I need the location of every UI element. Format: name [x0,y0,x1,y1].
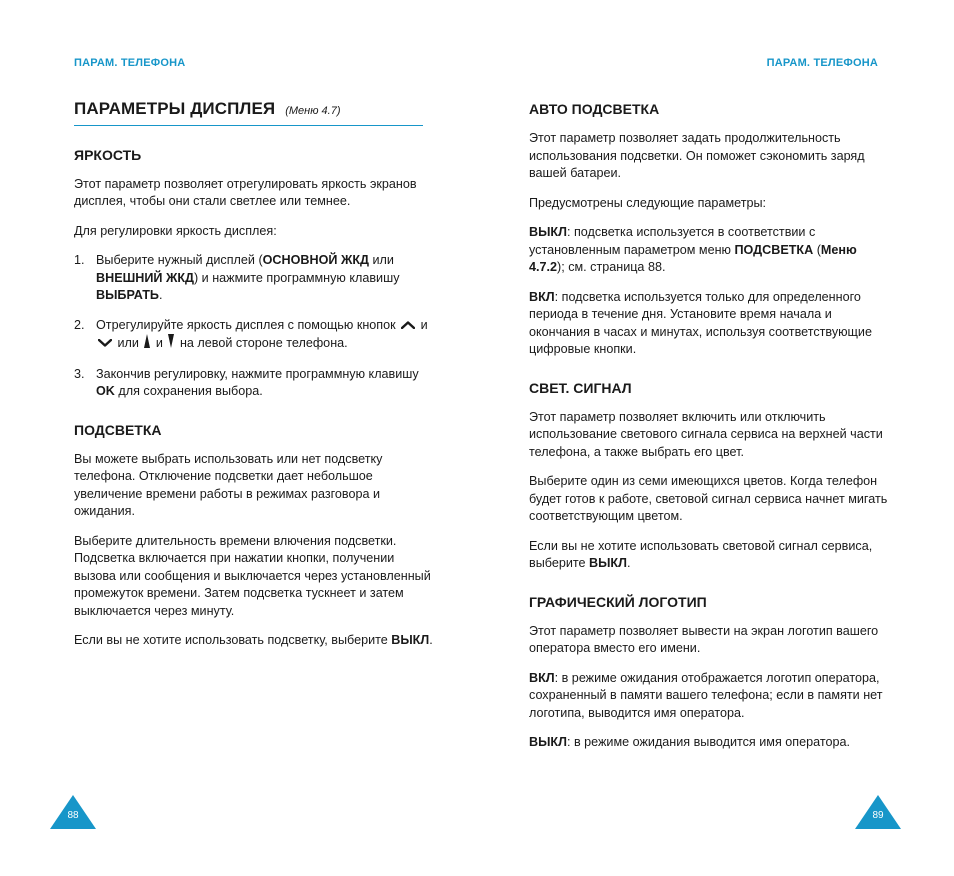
step-text: Закончив регулировку, нажмите программную клавишу OK для сохранения выбора. [96,366,419,399]
page-number-badge [50,795,96,829]
graphic-logo-p1: Этот параметр позволяет вывести на экран логотип вашего оператора вместо его имени. [529,623,879,655]
service-light-p3: Если вы не хотите использовать световой сигнал сервиса, выберите ВЫКЛ. [529,538,873,570]
step-3 [74,366,434,401]
step-text: Выберите нужный дисплей (ОСНОВНОЙ ЖКД или ВНЕШНИЙ ЖКД) и нажмите программную клавишу ВЫБРАТЬ. [96,253,400,302]
step-1 [74,252,434,305]
graphic-logo-off: ВЫКЛ: в режиме ожидания выводится имя оператора. [529,735,850,749]
step-number: 1. [74,253,85,267]
service-light-p1: Этот параметр позволяет включить или отключить использование светового сигнала сервиса на верхней части телефона, а также выбрать его цвет. [529,409,883,459]
page-number: 89 [872,810,884,821]
volume-up-icon [144,334,150,354]
graphic-logo-on: ВКЛ: в режиме ожидания отображается логотип оператора, сохраненный в памяти вашего телефона; если в памяти нет логотипа, выводится имя оператора. [529,670,883,720]
step-2 [74,317,434,354]
brightness-heading: ЯРКОСТЬ [74,146,142,163]
backlight-p1: Вы можете выбрать использовать или нет подсветку телефона. Отключение подсветки дает небольшое увеличение времени работы в режимах разговора и ожидания. [74,451,383,519]
menu-reference: (Меню 4.7) [285,105,341,117]
step-text: Отрегулируйте яркость дисплея с помощью кнопок и или и на левой стороне телефона. [96,317,434,354]
page-title: ПАРАМЕТРЫ ДИСПЛЕЯ [74,99,276,118]
auto-backlight-p2: Предусмотрены следующие параметры: [529,195,767,210]
page-number-badge [855,795,901,829]
step-number: 2. [74,317,85,332]
title-row [74,100,423,126]
auto-backlight-p1: Этот параметр позволяет задать продолжительность использования подсветки. Он поможет сэкономить заряд вашей батареи. [529,131,865,180]
auto-backlight-heading: АВТО ПОДСВЕТКА [529,101,660,117]
auto-backlight-on: ВКЛ: подсветка используется только для определенного периода в течение дня. Установите время начала и окончания в часах и минутах, используя соответствующие цифровые кнопки. [529,289,872,356]
backlight-heading: ПОДСВЕТКА [74,421,162,438]
brightness-instruction: Для регулировки яркость дисплея: [74,223,277,238]
brightness-intro: Этот параметр позволяет отрегулировать яркость экранов дисплея, чтобы они стали светлее или темнее. [74,176,417,208]
service-light-p2: Выберите один из семи имеющихся цветов. Когда телефон будет готов к работе, световой сигнал сервиса начнет мигать соответствующим цветом. [529,474,888,523]
page-number: 88 [67,810,79,821]
right-page [477,0,954,876]
section-header: ПАРАМ. ТЕЛЕФОНА [74,57,186,69]
step-number: 3. [74,366,85,381]
up-key-icon [401,317,415,335]
graphic-logo-heading: ГРАФИЧЕСКИЙ ЛОГОТИП [529,593,707,610]
volume-down-icon [168,334,174,354]
backlight-p2: Выберите длительность времени влючения подсветки. Подсветка включается при нажатии кнопки, получении вызова или сообщения и выключается через установленный промежуток времени. Затем подсветка тускнеет и затем выключается через минуту. [74,533,431,618]
left-column [74,100,434,650]
down-key-icon [98,335,112,353]
right-column [529,100,889,752]
auto-backlight-off: ВЫКЛ: подсветка используется в соответствии с установленным параметром меню ПОДСВЕТКА (Меню 4.7.2); см. страница 88. [529,225,857,274]
section-header: ПАРАМ. ТЕЛЕФОНА [766,57,878,69]
brightness-steps [74,252,434,401]
backlight-p3: Если вы не хотите использовать подсветку, выберите ВЫКЛ. [74,633,433,648]
service-light-heading: СВЕТ. СИГНАЛ [529,379,632,396]
